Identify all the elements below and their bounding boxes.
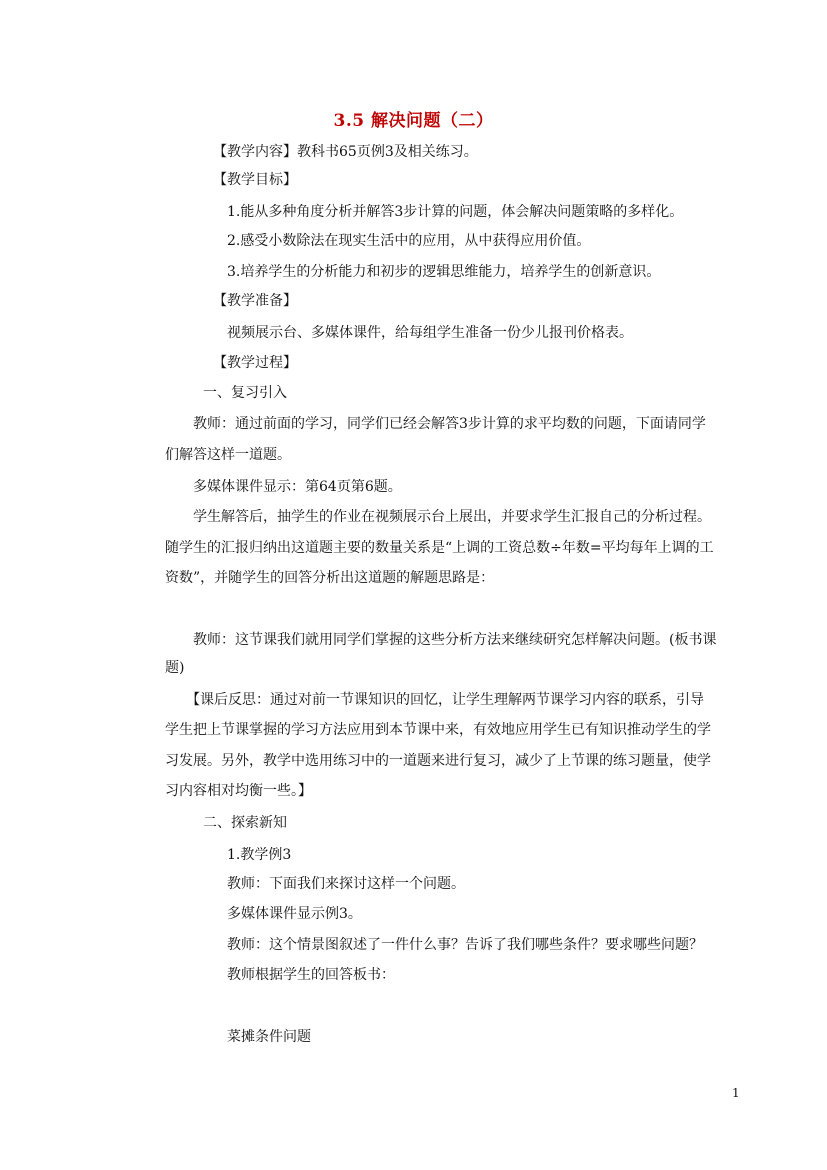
paragraph-line: 教师根据学生的回答板书：	[227, 967, 395, 983]
prep-text: 视频展示台、多媒体课件，给每组学生准备一份少儿报刊价格表。	[227, 325, 633, 341]
paragraph-line: 教师：下面我们来探讨这样一个问题。	[227, 876, 465, 892]
paragraph-line: 题)	[165, 660, 185, 676]
section2-heading: 二、探索新知	[203, 815, 287, 831]
section2-item-1: 1.教学例3	[227, 847, 292, 863]
paragraph-line: 教师：这个情景图叙述了一件什么事？告诉了我们哪些条件？要求哪些问题？	[227, 937, 703, 953]
paragraph-line: 随学生的汇报归纳出这道题主要的数量关系是“上调的工资总数÷年数=平均每年上调的工	[165, 540, 714, 556]
paragraph-line: 教师：通过前面的学习，同学们已经会解答3步计算的求平均数的问题，下面请同学	[193, 416, 706, 432]
reflection-line: 习发展。另外，教学中选用练习中的一道题来进行复习，减少了上节课的练习题量，使学	[165, 753, 711, 769]
paragraph-line: 菜摊条件问题	[227, 1029, 311, 1045]
goal-item-3: 3.培养学生的分析能力和初步的逻辑思维能力，培养学生的创新意识。	[227, 264, 661, 280]
paragraph-line: 们解答这样一道题。	[165, 447, 291, 463]
content-line: 【教学内容】教科书65页例3及相关练习。	[213, 144, 478, 160]
paragraph-line: 教师：这节课我们就用同学们掌握的这些分析方法来继续研究怎样解决问题。(板书课	[193, 632, 717, 648]
goal-item-2: 2.感受小数除法在现实生活中的应用，从中获得应用价值。	[227, 233, 591, 249]
page-number: 1	[732, 1086, 740, 1100]
reflection-line: 学生把上节课掌握的学习方法应用到本节课中来，有效地应用学生已有知识推动学生的学	[165, 722, 711, 738]
paragraph-line: 学生解答后，抽学生的作业在视频展示台上展出，并要求学生汇报自己的分析过程。	[193, 509, 711, 525]
goal-item-1: 1.能从多种角度分析并解答3步计算的问题，体会解决问题策略的多样化。	[227, 204, 684, 220]
paragraph-line: 多媒体课件显示：第64页第6题。	[193, 479, 402, 495]
goals-heading: 【教学目标】	[213, 172, 297, 188]
reflection-line: 【课后反思：通过对前一节课知识的回忆，让学生理解两节课学习内容的联系，引导	[186, 692, 704, 708]
paragraph-line: 资数”，并随学生的回答分析出这道题的解题思路是：	[165, 570, 495, 586]
section1-heading: 一、复习引入	[203, 385, 287, 401]
paragraph-line: 多媒体课件显示例3。	[227, 906, 362, 922]
page-title: 3.5 解决问题（二）	[333, 111, 494, 131]
reflection-line: 习内容相对均衡一些。】	[165, 783, 312, 799]
prep-heading: 【教学准备】	[213, 293, 297, 309]
process-heading: 【教学过程】	[213, 355, 297, 371]
